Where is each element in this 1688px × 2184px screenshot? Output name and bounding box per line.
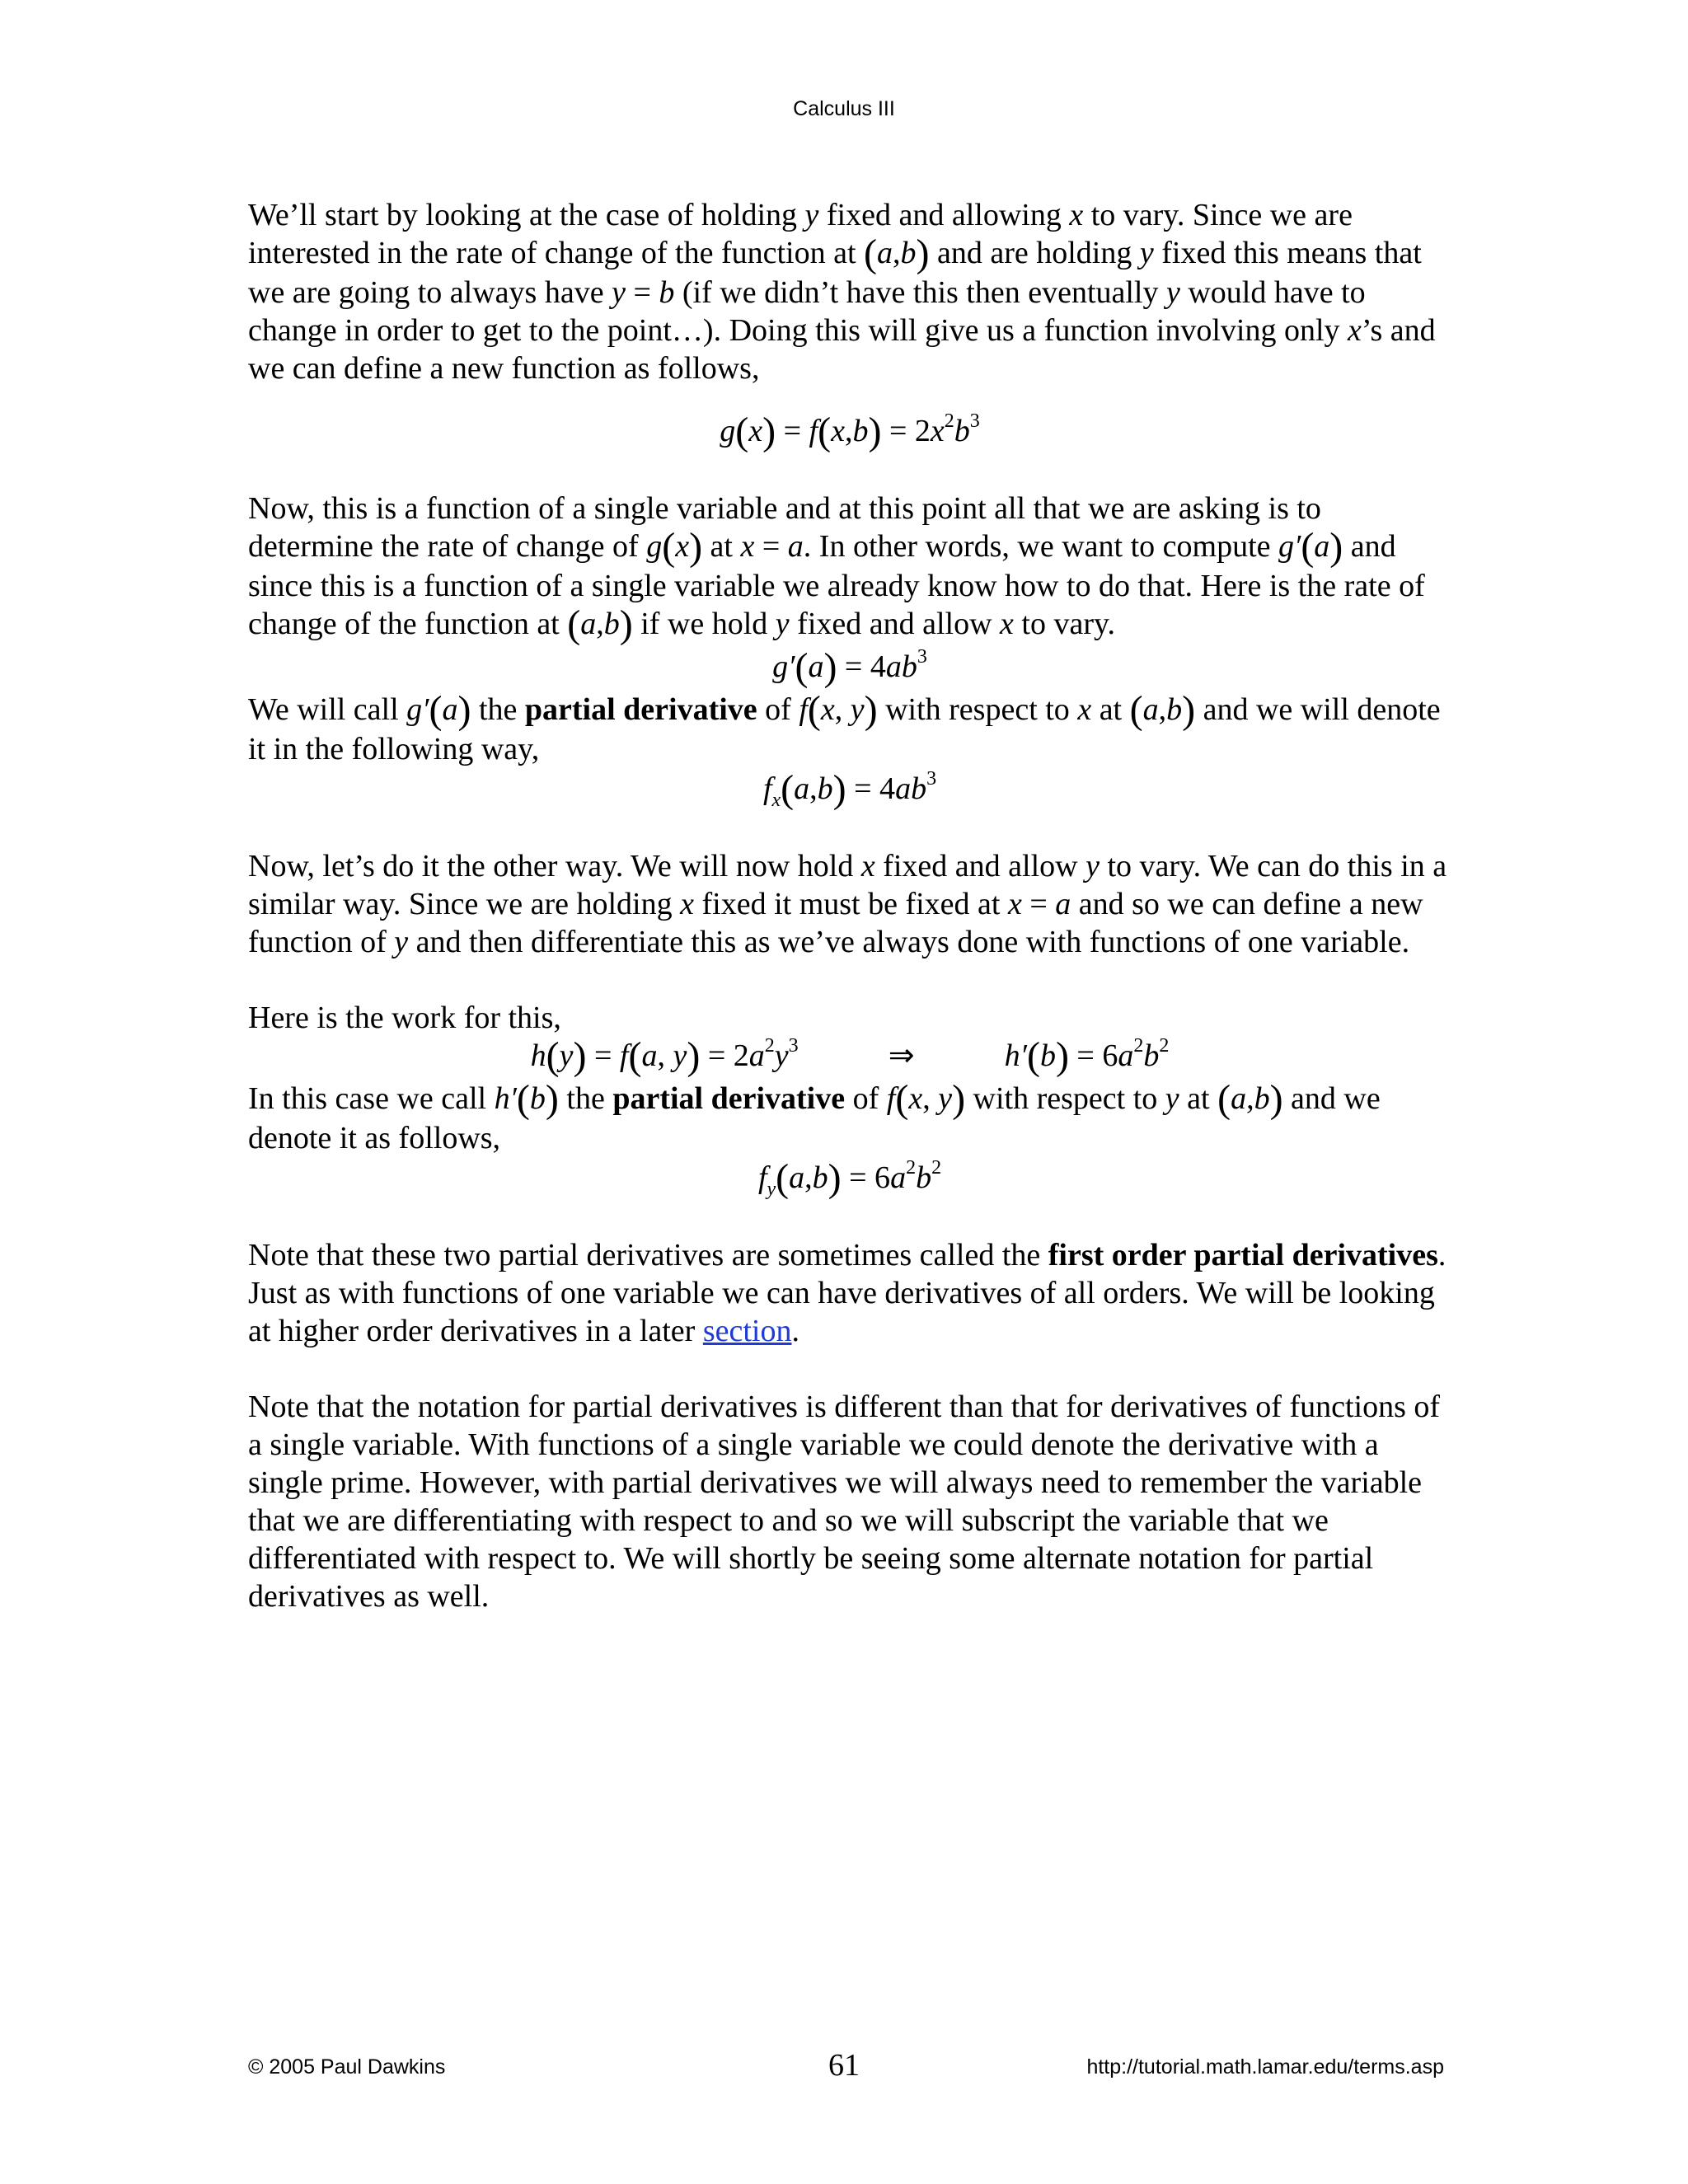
math-h-prime-b: h′(b) <box>494 1077 559 1121</box>
math-point-ab: (a,b) <box>1217 1077 1283 1121</box>
paragraph-2: Now, this is a function of a single variable and at this point all that we are asking is to determine the rate of change of g(x) at x = a. In other words, we want to compute g′(a) and since this is a function of a single variable we already know how to do that. Here is the rate of change of the function at (a,b) if we hold y fixed and allow x to vary. <box>248 491 1425 646</box>
section-link[interactable]: section <box>702 1314 792 1348</box>
equation-fx-ab: $f_x(a,b) = 4ab^3$ <box>762 767 937 811</box>
term-first-order-partial-derivatives: first order partial derivatives <box>1048 1238 1438 1272</box>
paragraph-3: We will call g′(a) the partial derivative of f(x, y) with respect to x at (a,b) and we will denote it in the following way, <box>248 688 1441 766</box>
math-g-prime-a: g′(a) <box>406 688 471 732</box>
math-x-equals-a: x = a <box>740 529 804 564</box>
paragraph-6: In this case we call h′(b) the partial derivative of f(x, y) with respect to y at (a,b) and we denote it as follows, <box>248 1077 1381 1155</box>
equation-fy-ab: $f_y(a,b) = 6a^2b^2$ <box>757 1156 942 1200</box>
equation-h-of-y: h(y) = f(a, $y) = 2a^2y^3$ ⇒ $h'(b) = 6a^2b^2$ <box>530 1034 1170 1078</box>
math-point-ab: (a,b) <box>1129 688 1196 732</box>
math-f-of-xy: f(x, y) <box>799 688 878 732</box>
paragraph-8: Note that the notation for partial derivatives is different than that for derivatives of functions of a single variable. With functions of a single variable we could denote the derivative with a single prime. However, with partial derivatives we will always need to remember the variable that we are differentiating with respect to and so we will subscript the variable that we differentiated with respect to. We will shortly be seeing some alternate notation for partial derivatives as well. <box>248 1390 1441 1614</box>
math-g-of-x: g(x) <box>646 525 703 569</box>
math-point-ab: (a,b) <box>864 232 930 275</box>
footer-url: http://tutorial.math.lamar.edu/terms.asp <box>1086 2055 1444 2079</box>
term-partial-derivative: partial derivative <box>612 1081 846 1116</box>
term-partial-derivative: partial derivative <box>524 692 757 727</box>
math-y-equals-b: y = b <box>612 275 675 310</box>
paragraph-4: Now, let’s do it the other way. We will now hold x fixed and allow y to vary. We can do this in a similar way. Since we are holding x fixed it must be fixed at x = a and so we can define a new function of y and then differentiate this as we’ve always done with functions of one variable. <box>248 849 1447 959</box>
math-f-of-xy: f(x, y) <box>886 1077 966 1121</box>
paragraph-1: We’ll start by looking at the case of holding y fixed and allowing x to vary. Since we are interested in the rate of change of the function at (a,b) and are holding y fixed this means that we are going to always have y = b (if we didn’t have this then eventually y would have to change in order to get to the point…). Doing this will give us a function involving only x’s and we can define a new function as follows, <box>248 198 1436 386</box>
page-header: Calculus III <box>793 97 895 120</box>
implies-arrow-icon: ⇒ <box>888 1038 915 1073</box>
equation-g-prime-a: $g'(a) = 4ab^3$ <box>772 645 927 689</box>
equation-g-of-x: $g(x) = f(x,b) = 2x^2b^3$ <box>720 410 980 453</box>
page-body <box>248 196 1451 1615</box>
footer-page-number: 61 <box>828 2048 860 2083</box>
paragraph-5: Here is the work for this, <box>248 1001 561 1035</box>
paragraph-7: Note that these two partial derivatives are sometimes called the first order partial derivatives. Just as with functions of one variable we can have derivatives of all orders. We will be looking at higher order derivatives in a later section. <box>248 1238 1447 1348</box>
math-x-equals-a: x = a <box>1007 887 1071 921</box>
footer-copyright: © 2005 Paul Dawkins <box>248 2055 446 2079</box>
math-g-prime-a: g′(a) <box>1278 525 1343 569</box>
math-point-ab: (a,b) <box>567 602 633 646</box>
